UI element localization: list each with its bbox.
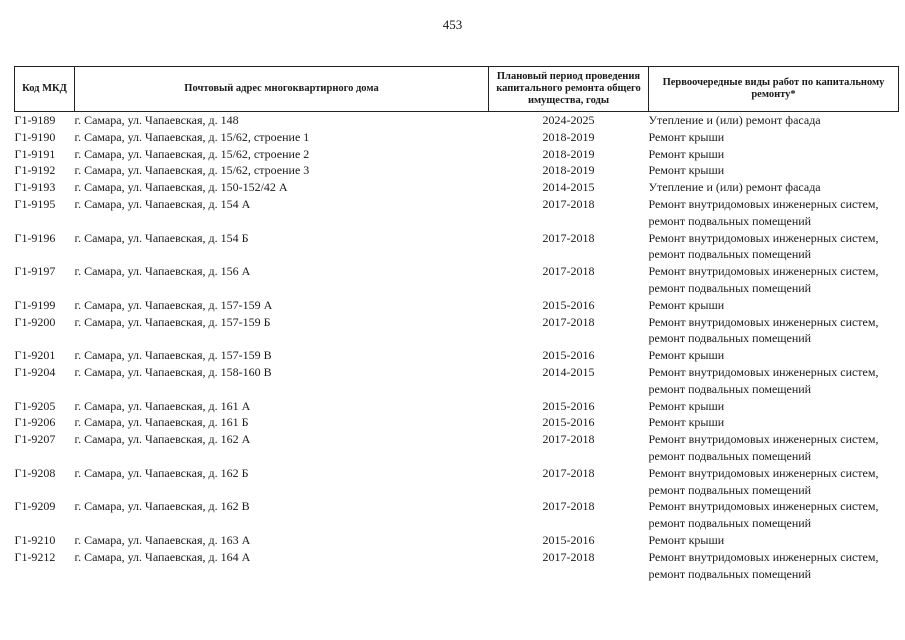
priority-works xyxy=(649,465,899,499)
repair-period: 2015-2016 xyxy=(542,348,595,363)
mkd-code: Г1-9191 xyxy=(14,146,56,161)
header-period: Плановый период проведения капитального ремонта общего имущества, годы xyxy=(489,67,649,112)
table-row xyxy=(15,498,899,532)
priority-works-line: Ремонт внутридомовых инженерных систем, xyxy=(648,196,879,211)
mkd-code: Г1-9189 xyxy=(14,113,56,127)
repair-period: 2018-2019 xyxy=(542,163,595,178)
repair-period: 2024-2025 xyxy=(542,113,595,127)
postal-address: г. Самара, ул. Чапаевская, д. 161 А xyxy=(74,398,251,413)
mkd-code: Г1-9199 xyxy=(14,297,56,312)
mkd-code: Г1-9201 xyxy=(14,348,56,363)
priority-works-line: Ремонт крыши xyxy=(648,415,725,430)
mkd-code: Г1-9200 xyxy=(14,314,56,329)
priority-works xyxy=(649,398,899,415)
postal-address: г. Самара, ул. Чапаевская, д. 162 А xyxy=(74,432,251,447)
priority-works-line: Ремонт внутридомовых инженерных систем, xyxy=(648,499,879,514)
postal-address: г. Самара, ул. Чапаевская, д. 164 А xyxy=(74,549,251,564)
priority-works xyxy=(649,263,899,297)
table-row xyxy=(15,146,899,163)
priority-works xyxy=(649,297,899,314)
postal-address: г. Самара, ул. Чапаевская, д. 15/62, строение 1 xyxy=(74,129,310,144)
priority-works-line: ремонт подвальных помещений xyxy=(648,331,812,346)
header-works: Первоочередные виды работ по капитальному ремонту* xyxy=(649,67,899,112)
priority-works-line: ремонт подвальных помещений xyxy=(648,448,812,463)
priority-works-line: Ремонт крыши xyxy=(648,398,725,413)
postal-address: г. Самара, ул. Чапаевская, д. 163 А xyxy=(74,532,251,547)
priority-works xyxy=(649,532,899,549)
mkd-code: Г1-9190 xyxy=(14,129,56,144)
table-row xyxy=(15,314,899,348)
table-row xyxy=(15,398,899,415)
table-row xyxy=(15,364,899,398)
postal-address: г. Самара, ул. Чапаевская, д. 156 А xyxy=(74,264,251,279)
header-address: Почтовый адрес многоквартирного дома xyxy=(75,67,489,112)
priority-works-line: Ремонт внутридомовых инженерных систем, xyxy=(648,432,879,447)
repair-period: 2017-2018 xyxy=(542,549,595,564)
priority-works xyxy=(649,230,899,264)
mkd-code: Г1-9196 xyxy=(14,230,56,245)
repair-period: 2015-2016 xyxy=(542,398,595,413)
mkd-code: Г1-9212 xyxy=(14,549,56,564)
priority-works-line: Ремонт крыши xyxy=(648,532,725,547)
priority-works-line: Ремонт крыши xyxy=(648,146,725,161)
priority-works-line: Ремонт внутридомовых инженерных систем, xyxy=(648,465,879,480)
header-code: Код МКД xyxy=(15,67,75,112)
mkd-code: Г1-9206 xyxy=(14,415,56,430)
postal-address: г. Самара, ул. Чапаевская, д. 161 Б xyxy=(74,415,249,430)
repair-period: 2015-2016 xyxy=(542,415,595,430)
table-header-row xyxy=(15,67,899,112)
priority-works xyxy=(649,179,899,196)
repair-period: 2017-2018 xyxy=(542,230,595,245)
table-row xyxy=(15,532,899,549)
table-row xyxy=(15,431,899,465)
priority-works-line: Ремонт крыши xyxy=(648,163,725,178)
priority-works-line: ремонт подвальных помещений xyxy=(648,516,812,531)
priority-works xyxy=(649,162,899,179)
priority-works-line: Утепление и (или) ремонт фасада xyxy=(648,180,821,195)
mkd-code: Г1-9197 xyxy=(14,264,56,279)
repair-period: 2017-2018 xyxy=(542,314,595,329)
mkd-code: Г1-9208 xyxy=(14,465,56,480)
repair-period: 2017-2018 xyxy=(542,196,595,211)
priority-works-line: ремонт подвальных помещений xyxy=(648,566,812,581)
table-row xyxy=(15,549,899,583)
table-row xyxy=(15,263,899,297)
priority-works xyxy=(649,129,899,146)
repair-period: 2018-2019 xyxy=(542,146,595,161)
table-row xyxy=(15,465,899,499)
table-row xyxy=(15,112,899,129)
repair-period: 2017-2018 xyxy=(542,499,595,514)
priority-works-line: Ремонт крыши xyxy=(648,129,725,144)
mkd-code: Г1-9210 xyxy=(14,532,56,547)
postal-address: г. Самара, ул. Чапаевская, д. 157-159 А xyxy=(74,297,273,312)
priority-works xyxy=(649,196,899,230)
postal-address: г. Самара, ул. Чапаевская, д. 158-160 В xyxy=(74,364,272,379)
priority-works-line: Ремонт внутридомовых инженерных систем, xyxy=(648,549,879,564)
postal-address: г. Самара, ул. Чапаевская, д. 150-152/42 А xyxy=(74,180,288,195)
mkd-code: Г1-9207 xyxy=(14,432,56,447)
postal-address: г. Самара, ул. Чапаевская, д. 157-159 В xyxy=(74,348,272,363)
priority-works xyxy=(649,431,899,465)
mkd-code: Г1-9193 xyxy=(14,180,56,195)
postal-address: г. Самара, ул. Чапаевская, д. 15/62, строение 2 xyxy=(74,146,310,161)
repair-period: 2017-2018 xyxy=(542,264,595,279)
postal-address: г. Самара, ул. Чапаевская, д. 15/62, строение 3 xyxy=(74,163,310,178)
priority-works-line: Ремонт внутридомовых инженерных систем, xyxy=(648,230,879,245)
repair-period: 2014-2015 xyxy=(542,180,595,195)
priority-works xyxy=(649,414,899,431)
priority-works-line: ремонт подвальных помещений xyxy=(648,213,812,228)
priority-works-line: ремонт подвальных помещений xyxy=(648,381,812,396)
priority-works-line: Утепление и (или) ремонт фасада xyxy=(648,113,821,127)
priority-works xyxy=(649,549,899,583)
table-row xyxy=(15,162,899,179)
mkd-code: Г1-9195 xyxy=(14,196,56,211)
priority-works-line: ремонт подвальных помещений xyxy=(648,247,812,262)
postal-address: г. Самара, ул. Чапаевская, д. 162 В xyxy=(74,499,250,514)
priority-works xyxy=(649,112,899,129)
repair-period: 2018-2019 xyxy=(542,129,595,144)
priority-works-line: ремонт подвальных помещений xyxy=(648,482,812,497)
priority-works-line: Ремонт внутридомовых инженерных систем, xyxy=(648,314,879,329)
table-row xyxy=(15,347,899,364)
table-row xyxy=(15,196,899,230)
repair-period: 2017-2018 xyxy=(542,465,595,480)
repair-period: 2017-2018 xyxy=(542,432,595,447)
priority-works-line: Ремонт крыши xyxy=(648,297,725,312)
postal-address: г. Самара, ул. Чапаевская, д. 148 xyxy=(74,113,239,127)
table-row xyxy=(15,297,899,314)
mkd-code: Г1-9192 xyxy=(14,163,56,178)
priority-works-line: Ремонт внутридомовых инженерных систем, xyxy=(648,264,879,279)
postal-address: г. Самара, ул. Чапаевская, д. 157-159 Б xyxy=(74,314,271,329)
mkd-code: Г1-9205 xyxy=(14,398,56,413)
table-row xyxy=(15,414,899,431)
priority-works xyxy=(649,364,899,398)
table-body xyxy=(15,112,899,583)
table-row xyxy=(15,179,899,196)
priority-works-line: Ремонт крыши xyxy=(648,348,725,363)
postal-address: г. Самара, ул. Чапаевская, д. 154 Б xyxy=(74,230,249,245)
table-row xyxy=(15,230,899,264)
priority-works-line: ремонт подвальных помещений xyxy=(648,280,812,295)
postal-address: г. Самара, ул. Чапаевская, д. 162 Б xyxy=(74,465,249,480)
priority-works xyxy=(649,498,899,532)
postal-address: г. Самара, ул. Чапаевская, д. 154 А xyxy=(74,196,251,211)
repair-period: 2014-2015 xyxy=(542,364,595,379)
mkd-code: Г1-9209 xyxy=(14,499,56,514)
repair-period: 2015-2016 xyxy=(542,532,595,547)
priority-works-line: Ремонт внутридомовых инженерных систем, xyxy=(648,364,879,379)
capital-repair-table xyxy=(14,66,899,582)
table-row xyxy=(15,129,899,146)
mkd-code: Г1-9204 xyxy=(14,364,56,379)
priority-works xyxy=(649,347,899,364)
page-number: 453 xyxy=(442,17,463,32)
priority-works xyxy=(649,146,899,163)
priority-works xyxy=(649,314,899,348)
repair-period: 2015-2016 xyxy=(542,297,595,312)
